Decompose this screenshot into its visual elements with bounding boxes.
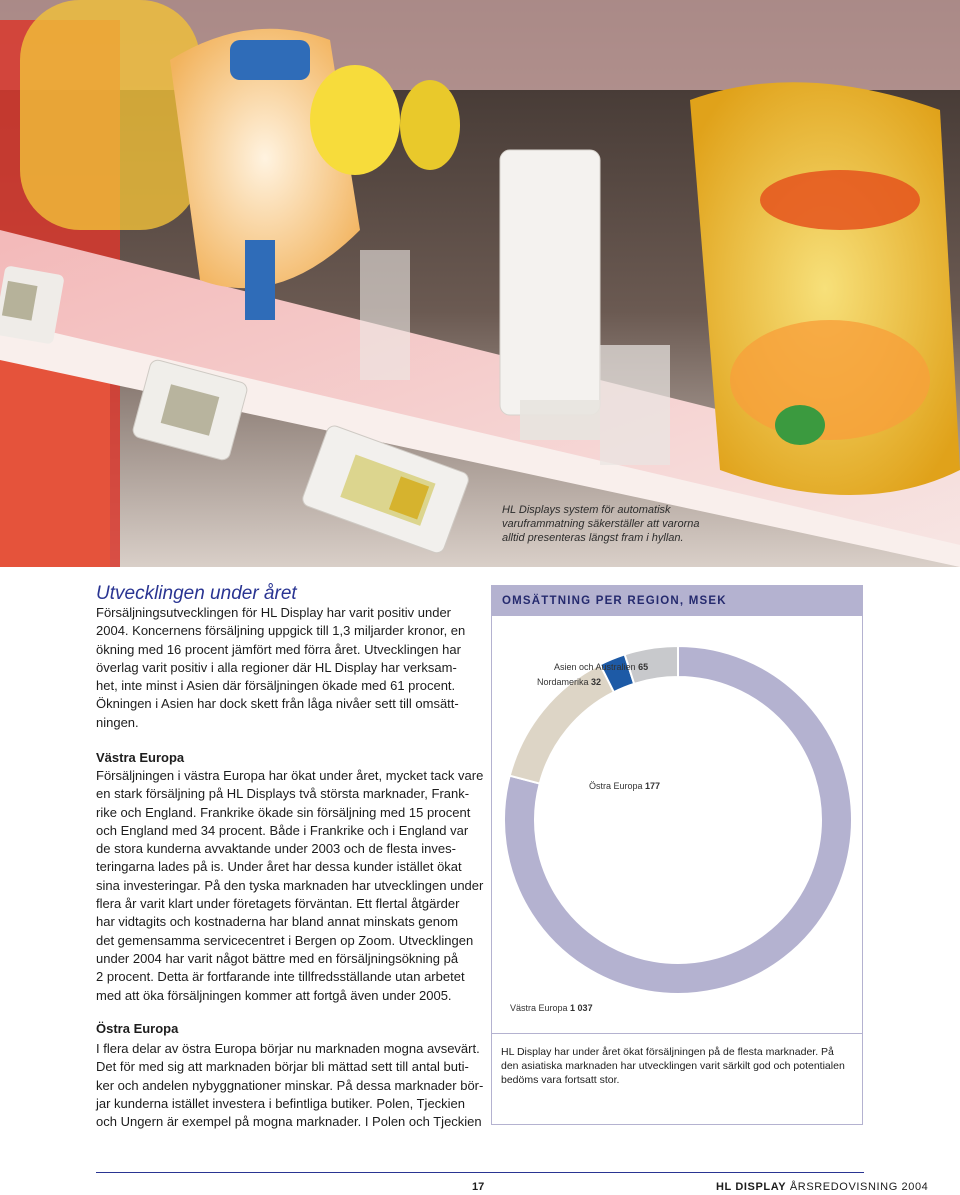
footer-brand-name: HL DISPLAY <box>716 1181 787 1193</box>
footer-report-title <box>716 1181 928 1193</box>
text-line: ökning med 16 procent jämfört med förra året. Utvecklingen har <box>96 641 461 657</box>
slice-label-value: 65 <box>638 662 649 672</box>
text-line: ker och andelen nybyggnationer minskar. På dessa marknader bör- <box>96 1077 484 1093</box>
photo-caption <box>502 503 732 545</box>
chart-divider <box>492 1033 862 1034</box>
text-line: det gemensamma servicecentret i Bergen op Zoom. Utvecklingen <box>96 932 474 948</box>
text-line: under 2004 har varit något bättre med en försäljningsökning på <box>96 950 459 966</box>
store-shelf-photo <box>0 0 960 567</box>
text-line: rike och England. Frankrike ökade sin försäljning med 15 procent <box>96 804 471 820</box>
footer-rule <box>96 1172 864 1173</box>
caption-line: alltid presenteras längst fram i hyllan. <box>502 532 684 544</box>
text-line: de stora kunderna avvaktande under 2003 och de flesta inves- <box>96 841 456 857</box>
slice-label <box>589 781 660 791</box>
caption-line: HL Displays system för automatisk <box>502 504 671 516</box>
text-line: och Ungern är exempel på mogna marknader. I Polen och Tjeckien <box>96 1114 482 1130</box>
text-line: 2 procent. Detta är fortfarande inte tillfredsställande utan arbetet <box>96 969 465 985</box>
slice-label-name: Asien och Australien <box>554 662 639 672</box>
note-line: HL Display har under året ökat försäljningen på de flesta marknader. På <box>501 1046 834 1058</box>
slice-label-value: 1 037 <box>570 1003 593 1013</box>
chart-header <box>492 586 862 616</box>
intro-paragraph <box>96 604 476 732</box>
text-line: ningen. <box>96 714 139 730</box>
footer-report-name: ÅRSREDOVISNING 2004 <box>789 1181 929 1193</box>
text-line: sina investeringar. På den tyska marknaden har utvecklingen under <box>96 877 484 893</box>
article-heading: Utvecklingen under året <box>96 583 297 604</box>
slice-label-name: Östra Europa <box>589 781 646 791</box>
subheading-east-europe: Östra Europa <box>96 1021 179 1036</box>
shelf-photo-illustration <box>0 0 960 567</box>
page-number: 17 <box>472 1181 485 1193</box>
slice-label <box>537 677 601 687</box>
text-line: teringarna lades på is. Under året har dessa kunder istället ökat <box>96 859 462 875</box>
slice-label-name: Nordamerika <box>537 677 592 687</box>
text-line: har vidtagits och kostnaderna har bland annat minskats genom <box>96 914 459 930</box>
chart-title: OMSÄTTNING PER REGION, MSEK <box>502 595 727 607</box>
slice-label <box>554 662 648 672</box>
text-line: Ökningen i Asien har dock skett från låga nivåer sett till omsätt- <box>96 696 459 712</box>
text-line: överlag varit positiv i alla regioner där HL Display har verksam- <box>96 659 457 675</box>
note-line: bedöms vara fortsatt stor. <box>501 1074 620 1086</box>
text-line: en stark försäljning på HL Displays två största marknader, Frank- <box>96 786 470 802</box>
text-line: I flera delar av östra Europa börjar nu marknaden mogna avsevärt. <box>96 1041 480 1056</box>
text-line: och England med 34 procent. Både i Frankrike och i England var <box>96 822 469 838</box>
text-line: flera år varit klart under företagets förväntan. Ett flertal åtgärder <box>96 896 460 912</box>
donut-chart <box>492 616 862 1031</box>
slice-label-value: 32 <box>591 677 602 687</box>
subheading-west-europe: Västra Europa <box>96 750 185 765</box>
text-line: Försäljningsutvecklingen för HL Display har varit positiv under <box>96 605 452 620</box>
west-europe-paragraph <box>96 767 484 1005</box>
text-line: Det för med sig att marknaden börjar bli mättad sett till antal buti- <box>96 1059 469 1075</box>
revenue-by-region-chart <box>491 585 863 1125</box>
text-line: Försäljningen i västra Europa har ökat under året, mycket tack vare <box>96 768 484 783</box>
text-line: jar kunderna istället investera i befintliga butiker. Polen, Tjeckien <box>96 1095 466 1111</box>
note-line: den asiatiska marknaden har utvecklingen varit särkilt god och potentialen <box>501 1060 845 1072</box>
chart-note <box>501 1045 853 1087</box>
slice-label-value: 177 <box>645 781 661 791</box>
slice-label-name: Västra Europa <box>510 1003 571 1013</box>
east-europe-paragraph <box>96 1040 484 1131</box>
caption-line: varuframmatning säkerställer att varorna <box>502 518 700 530</box>
text-line: het, inte minst i Asien där försäljningen ökade med 61 procent. <box>96 678 456 694</box>
text-line: 2004. Koncernens försäljning uppgick till 1,3 miljarder kronor, en <box>96 623 466 639</box>
slice-label <box>510 1003 593 1013</box>
text-line: med att öka försäljningen kommer att fortgå även under 2005. <box>96 987 452 1003</box>
